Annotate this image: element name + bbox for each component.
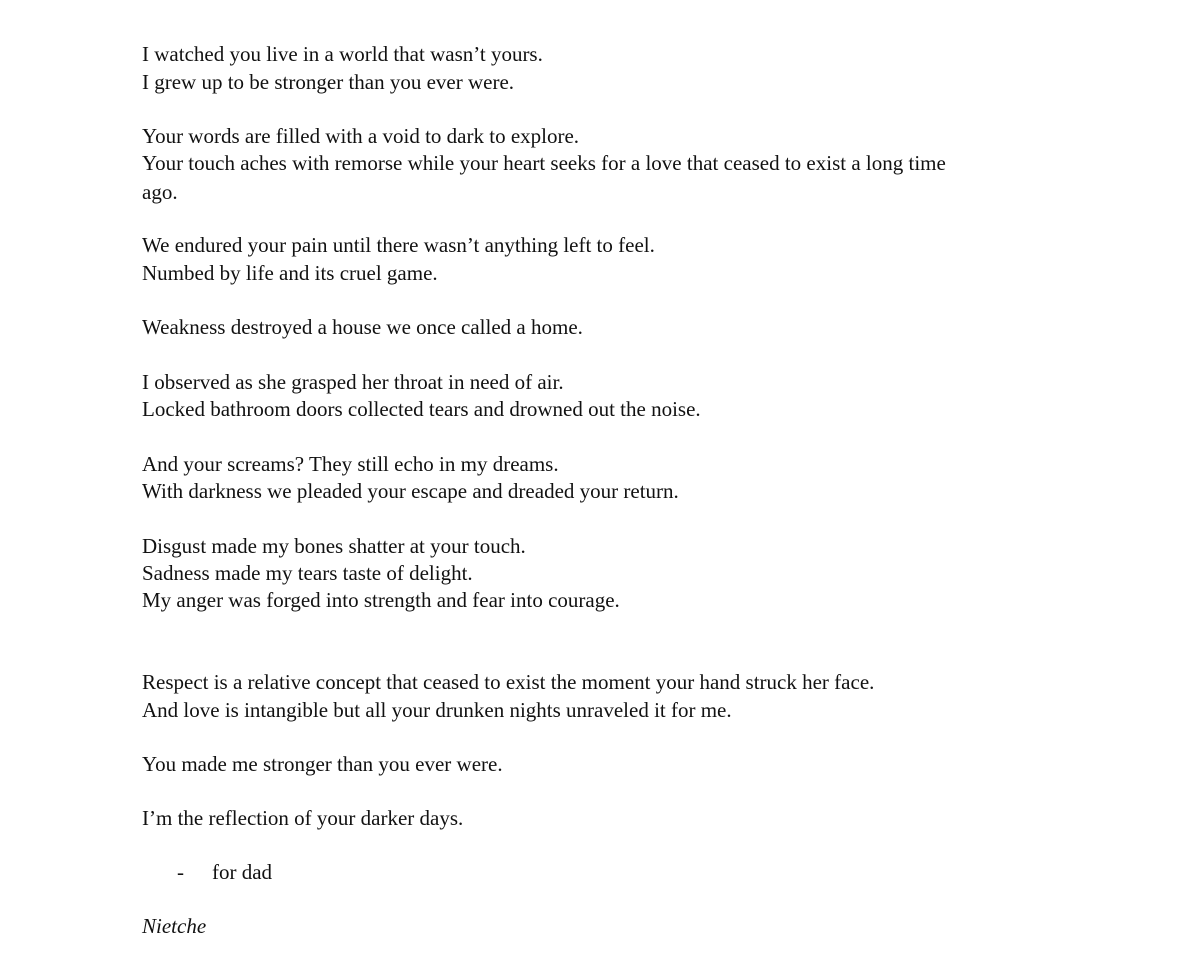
poem-line: With darkness we pleaded your escape and dreaded your return. bbox=[142, 479, 679, 503]
poem-line: You made me stronger than you ever were. bbox=[142, 752, 503, 776]
poem-line: My anger was forged into strength and fear into courage. bbox=[142, 588, 620, 612]
dedication-bullet: - bbox=[177, 860, 184, 884]
poem-line: Weakness destroyed a house we once called a home. bbox=[142, 315, 583, 339]
poem-line: ago. bbox=[142, 180, 178, 204]
author-signature: Nietche bbox=[142, 914, 207, 938]
poem-line: I’m the reflection of your darker days. bbox=[142, 806, 464, 830]
poem-line: Your touch aches with remorse while your heart seeks for a love that ceased to exist a long time bbox=[142, 151, 946, 175]
poem-line: Numbed by life and its cruel game. bbox=[142, 261, 438, 285]
poem-line: Respect is a relative concept that ceased to exist the moment your hand struck her face. bbox=[142, 670, 875, 694]
poem-line: Sadness made my tears taste of delight. bbox=[142, 561, 473, 585]
poem-line: We endured your pain until there wasn’t anything left to feel. bbox=[142, 233, 655, 257]
poem-line: And your screams? They still echo in my dreams. bbox=[142, 452, 559, 476]
poem-line: Your words are filled with a void to dark to explore. bbox=[142, 124, 580, 148]
poem-line: I observed as she grasped her throat in need of air. bbox=[142, 370, 564, 394]
poem-line: I watched you live in a world that wasn’t yours. bbox=[142, 42, 543, 66]
dedication-text: for dad bbox=[212, 860, 273, 884]
poem-line: Disgust made my bones shatter at your touch. bbox=[142, 534, 526, 558]
poem-line: Locked bathroom doors collected tears and drowned out the noise. bbox=[142, 397, 701, 421]
poem-line: I grew up to be stronger than you ever were. bbox=[142, 70, 515, 94]
poem-line: And love is intangible but all your drunken nights unraveled it for me. bbox=[142, 698, 732, 722]
